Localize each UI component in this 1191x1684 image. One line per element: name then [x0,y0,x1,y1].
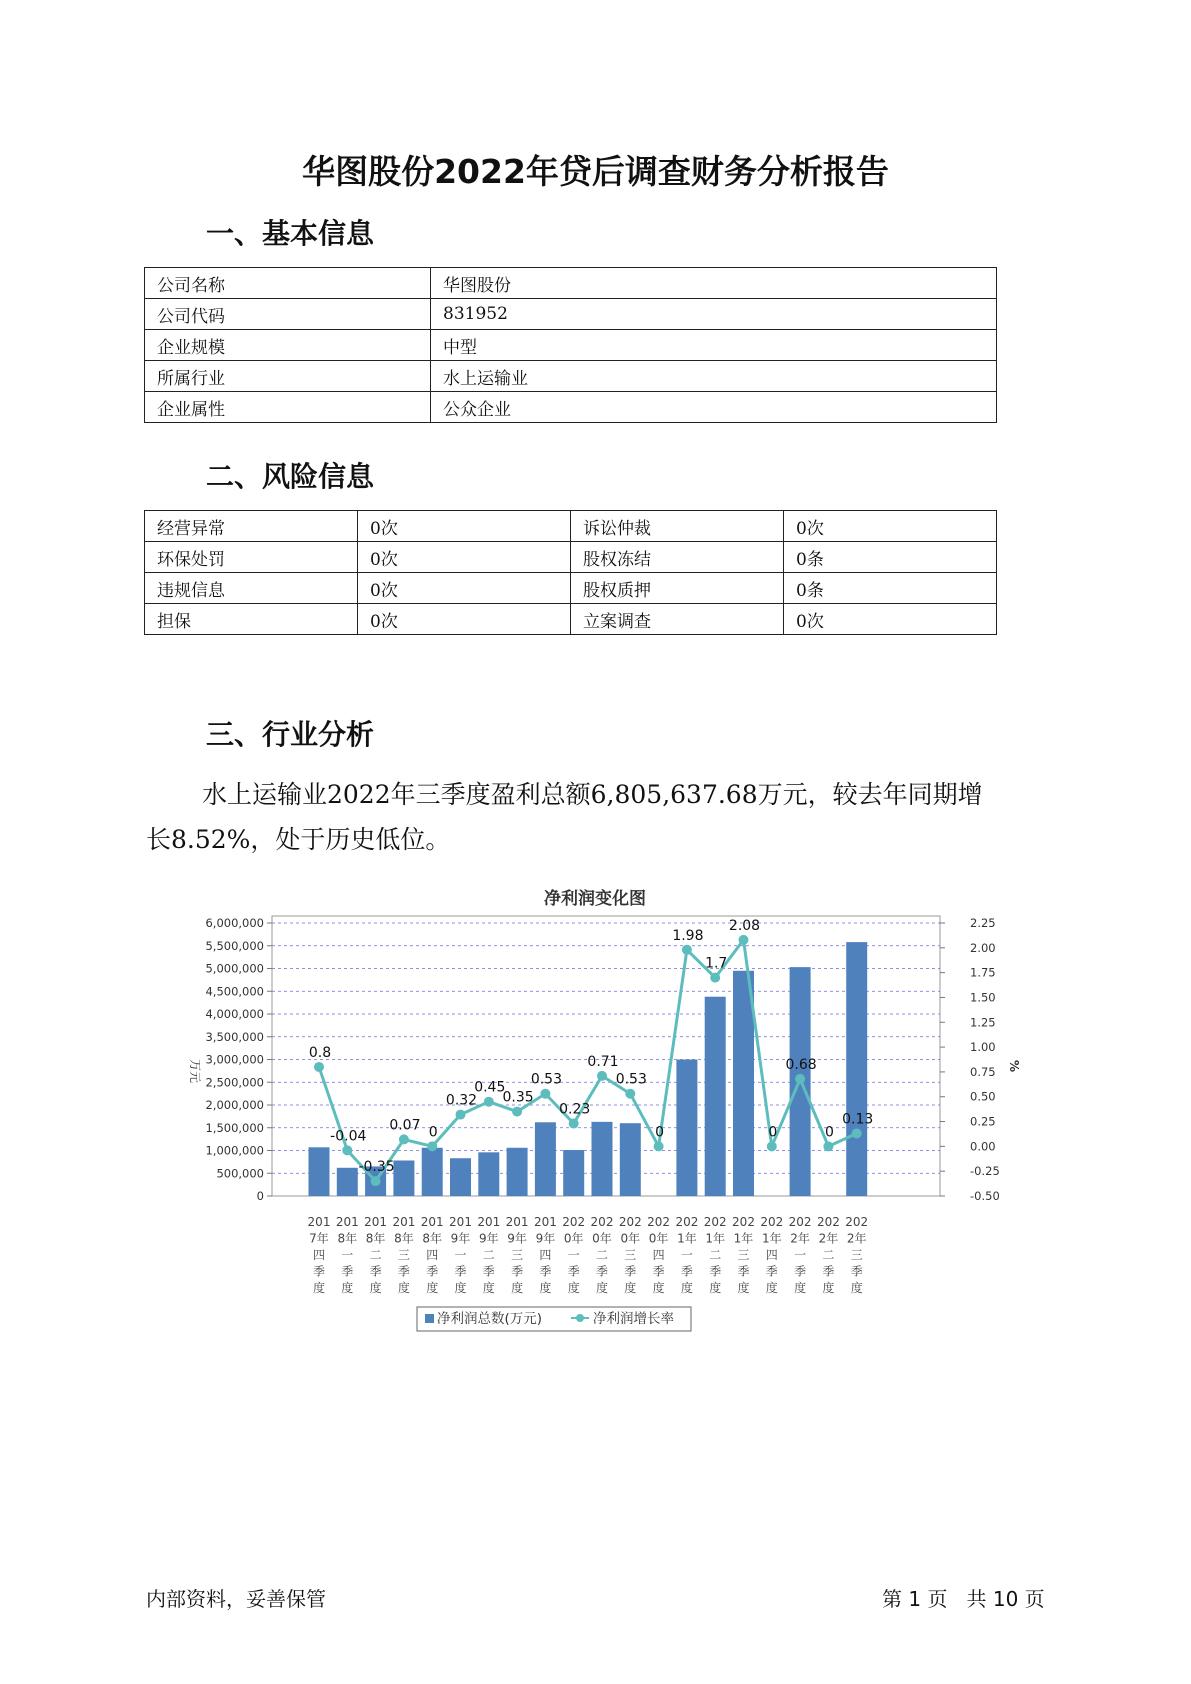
x-tick-label: 201 9年三季度 [505,1215,529,1295]
y2-tick-label: 1.00 [970,1040,996,1055]
legend-label: 净利润总数(万元) [437,1311,543,1327]
data-label: 0.8 [308,1044,332,1061]
bar [733,971,754,1196]
data-label: 0.07 [389,1117,421,1134]
data-label: 0 [428,1124,438,1141]
growth-rate-point [342,1145,352,1155]
growth-rate-point [682,945,692,955]
table-cell-value: 公众企业 [431,392,997,423]
growth-rate-point [371,1176,381,1186]
basic-info-table [144,267,997,423]
growth-rate-point [399,1134,409,1144]
data-label: 0 [768,1124,778,1141]
y2-tick-label: 0.25 [970,1114,996,1129]
table-cell-value: 中型 [431,330,997,361]
page-title: 华图股份2022年贷后调查财务分析报告 [302,152,889,191]
x-tick-label: 201 8年三季度 [392,1215,416,1295]
x-tick-label: 202 2年三季度 [845,1215,869,1295]
risk-info-table [144,510,997,635]
table-cell-label: 经营异常 [145,511,358,542]
y2-tick-label: 0.50 [970,1089,996,1104]
data-label: 0.53 [530,1071,562,1088]
bar [563,1150,584,1196]
x-tick-label: 202 1年一季度 [675,1215,699,1295]
y-tick-label: 2,500,000 [205,1075,264,1090]
section-heading-basic: 一、基本信息 [206,217,375,250]
y2-axis-label: % [1007,1059,1021,1073]
y-tick-label: 3,500,000 [205,1029,264,1044]
bar [450,1158,471,1196]
growth-rate-point [710,973,720,983]
y-axis-label: 万元 [188,1058,202,1084]
bar [393,1161,414,1196]
y2-tick-label: 1.25 [970,1015,996,1030]
table-row [145,330,997,361]
x-tick-label: 201 8年一季度 [335,1215,359,1295]
growth-rate-point [314,1062,324,1072]
legend-label: 净利润增长率 [593,1311,674,1327]
growth-rate-point [852,1128,862,1138]
y2-tick-label: -0.25 [970,1164,1000,1179]
data-label: 0.68 [785,1056,817,1073]
y-tick-label: 1,500,000 [205,1120,264,1135]
table-row [145,604,997,635]
y2-tick-label: -0.50 [970,1189,1000,1203]
table-cell-value: 0次 [358,604,571,635]
legend-swatch-marker [576,1314,584,1322]
table-row [145,361,997,392]
data-label: 1.7 [705,955,728,972]
table-row [145,573,997,604]
data-label: -0.35 [358,1159,395,1176]
table-cell-label: 企业规模 [145,330,431,361]
net-profit-chart [175,886,1021,1346]
y-tick-label: 5,500,000 [205,938,264,953]
y-tick-label: 4,500,000 [205,984,264,999]
x-tick-label: 202 0年二季度 [590,1215,614,1295]
data-label: 1.98 [672,927,704,944]
table-cell-label: 股权冻结 [571,542,784,573]
y-tick-label: 4,000,000 [205,1007,264,1021]
bar [705,997,726,1196]
x-tick-label: 201 9年一季度 [449,1215,472,1295]
bar [507,1148,528,1196]
table-row [145,542,997,573]
growth-rate-point [625,1089,635,1099]
x-tick-label: 201 8年四季度 [420,1215,444,1295]
bar [846,942,867,1196]
table-cell-value: 0次 [358,573,571,604]
data-label: 0.35 [502,1089,534,1106]
x-tick-label: 202 2年一季度 [788,1215,812,1295]
data-label: 0 [824,1124,834,1141]
x-tick-label: 202 1年四季度 [760,1215,784,1295]
bar [676,1060,697,1197]
table-cell-value: 0次 [784,511,997,542]
growth-rate-point [823,1141,833,1151]
growth-rate-point [427,1141,437,1151]
paragraph-line: 水上运输业2022年三季度盈利总额6,805,637.68万元，较去年同期增 [202,780,983,809]
table-cell-label: 公司代码 [145,299,431,330]
chart-title: 净利润变化图 [544,889,646,909]
bar [620,1123,641,1196]
growth-rate-point [540,1089,550,1099]
data-label: 0 [655,1124,665,1141]
data-label: 0.45 [474,1079,506,1096]
growth-rate-point [767,1141,777,1151]
y-tick-label: 1,000,000 [205,1143,264,1158]
y2-tick-label: 2.25 [970,916,996,930]
table-cell-value: 0条 [784,542,997,573]
x-tick-label: 201 9年二季度 [477,1215,501,1295]
table-cell-label: 公司名称 [145,268,431,299]
y2-tick-label: 0.00 [970,1139,996,1154]
y2-tick-label: 1.75 [970,965,996,980]
legend-swatch-bar [425,1314,434,1323]
x-tick-label: 202 0年四季度 [647,1215,671,1295]
table-cell-value: 831952 [431,299,997,330]
growth-rate-point [654,1141,664,1151]
data-label: 2.08 [728,917,761,934]
growth-rate-point [569,1119,579,1129]
x-tick-label: 202 0年一季度 [562,1215,586,1295]
table-cell-value: 0次 [358,542,571,573]
y-tick-label: 2,000,000 [205,1098,264,1112]
x-tick-label: 201 8年二季度 [364,1215,388,1295]
table-cell-label: 环保处罚 [145,542,358,573]
table-cell-value: 0次 [784,604,997,635]
data-label: -0.04 [330,1128,367,1145]
x-tick-label: 202 1年二季度 [703,1215,727,1295]
data-label: 0.13 [842,1111,874,1128]
table-cell-value: 0次 [358,511,571,542]
section-heading-industry: 三、行业分析 [206,718,375,751]
table-cell-label: 违规信息 [145,573,358,604]
table-cell-label: 担保 [145,604,358,635]
x-tick-label: 202 2年二季度 [816,1215,840,1295]
data-label: 0.23 [559,1101,591,1118]
bar [478,1152,499,1196]
growth-rate-point [739,935,749,945]
x-tick-label: 202 1年三季度 [732,1215,755,1295]
footer-note: 内部资料，妥善保管 [146,1587,326,1611]
bar [337,1168,358,1196]
table-row [145,299,997,330]
table-row [145,392,997,423]
table-cell-label: 诉讼仲裁 [571,511,784,542]
bar [535,1122,556,1196]
growth-rate-point [512,1107,522,1117]
y-tick-label: 3,000,000 [205,1052,264,1067]
table-row [145,511,997,542]
table-cell-value: 0条 [784,573,997,604]
growth-rate-point [597,1071,607,1081]
industry-paragraph [146,772,1046,862]
growth-rate-point [795,1074,805,1084]
bar [592,1122,613,1196]
bar [422,1148,443,1196]
data-label: 0.71 [587,1053,619,1070]
data-label: 0.53 [615,1071,647,1088]
y2-tick-label: 2.00 [970,940,996,955]
y2-tick-label: 0.75 [970,1064,996,1079]
y-tick-label: 6,000,000 [205,916,264,930]
x-tick-label: 201 7年四季度 [307,1215,331,1295]
table-cell-value: 水上运输业 [431,361,997,392]
y2-tick-label: 1.50 [970,990,996,1005]
footer-page-number: 第 1 页 共 10 页 [882,1587,1045,1611]
data-label: 0.32 [445,1092,478,1109]
paragraph-line: 长8.52%，处于历史低位。 [146,825,451,854]
table-row [145,268,997,299]
y-tick-label: 500,000 [216,1166,264,1181]
bar [309,1147,330,1196]
x-tick-label: 202 0年三季度 [618,1215,642,1295]
x-tick-label: 201 9年四季度 [533,1215,557,1295]
growth-rate-point [484,1097,494,1107]
y-tick-label: 5,000,000 [205,961,264,976]
growth-rate-point [456,1110,466,1120]
section-heading-risk: 二、风险信息 [206,460,375,493]
table-cell-value: 华图股份 [431,268,997,299]
table-cell-label: 股权质押 [571,573,784,604]
table-cell-label: 企业属性 [145,392,431,423]
table-cell-label: 所属行业 [145,361,431,392]
table-cell-label: 立案调查 [571,604,784,635]
y-tick-label: 0 [256,1189,264,1203]
